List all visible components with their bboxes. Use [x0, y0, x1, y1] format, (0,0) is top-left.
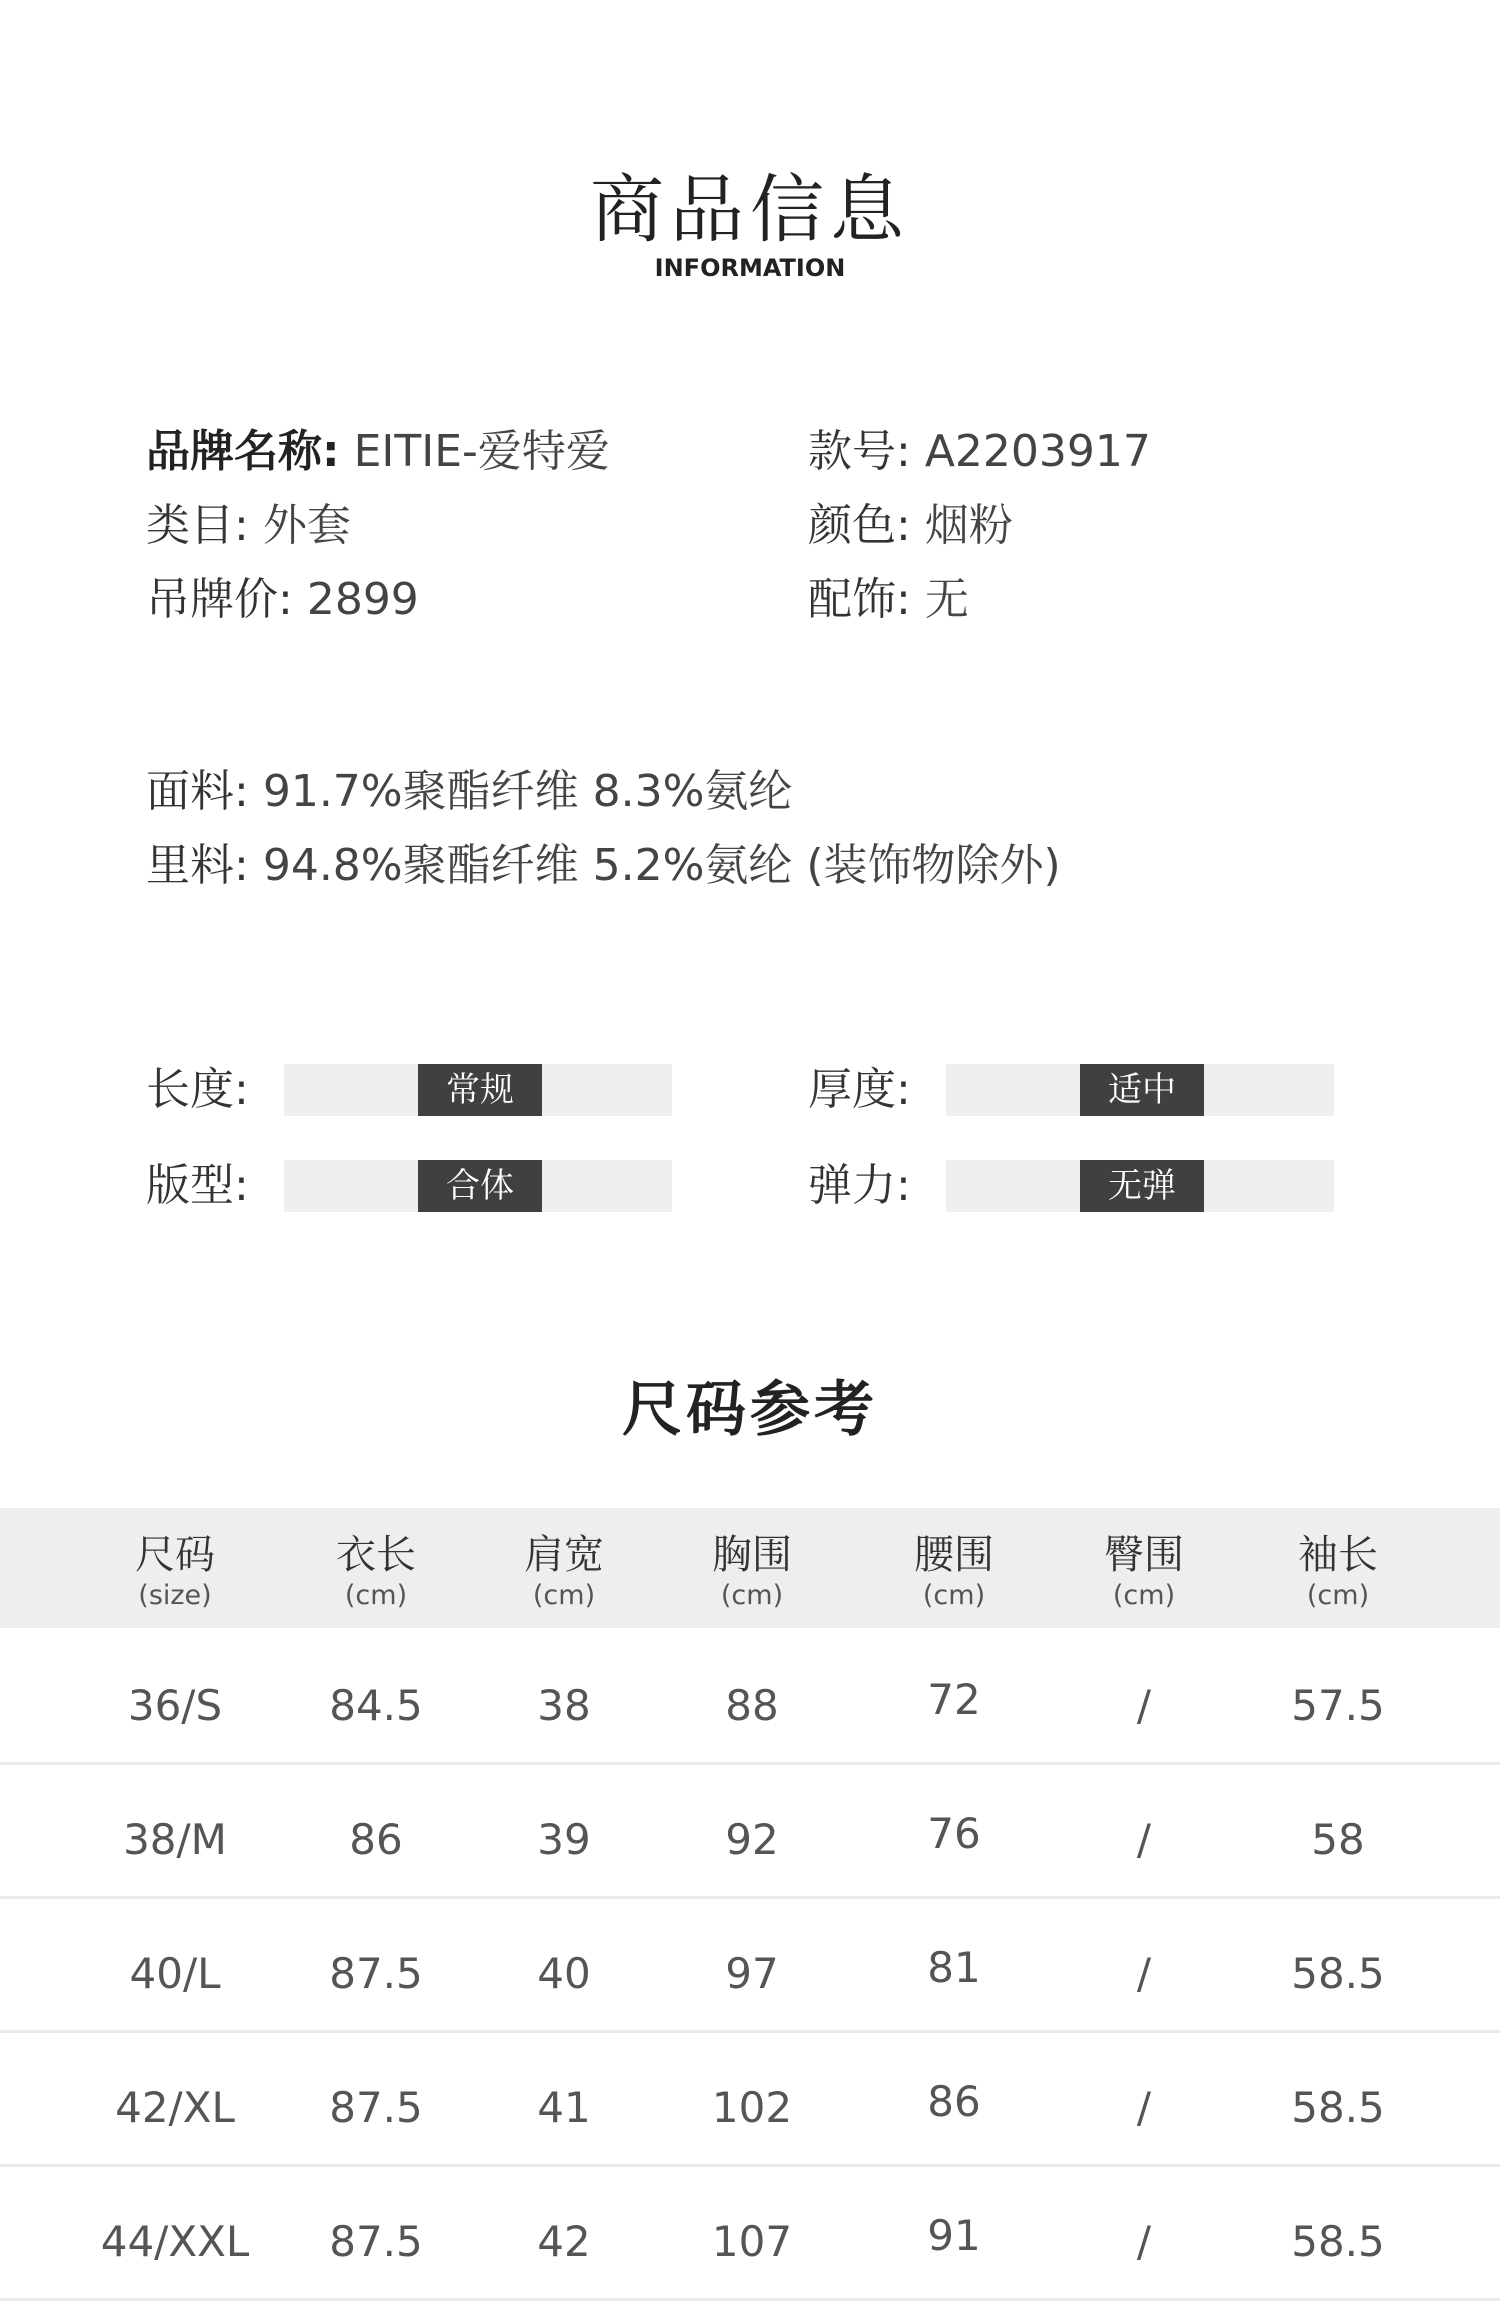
category-row: [146, 496, 351, 556]
stretch-chip: 无弹: [1080, 1160, 1204, 1212]
cell-shoulder: 40: [537, 1949, 591, 1998]
column-header-unit: (cm): [1112, 1580, 1176, 1611]
category-label: 类目:: [146, 500, 249, 551]
cell-bust: 102: [711, 2083, 793, 2132]
cell-shoulder: 41: [537, 2083, 591, 2132]
brand-row: [146, 422, 610, 482]
cell-shoulder: 39: [537, 1815, 591, 1864]
column-header-label: 袖长: [1298, 1532, 1378, 1578]
cell-length: 87.5: [329, 2083, 423, 2132]
cell-size: 40/L: [129, 1949, 221, 1998]
price-value: 2899: [306, 574, 419, 625]
column-header-unit: (cm): [532, 1580, 596, 1611]
cell-hip: /: [1136, 1815, 1152, 1864]
column-header-size: [95, 1530, 255, 1612]
column-header-unit: (size): [138, 1580, 212, 1611]
cell-hip: /: [1136, 2217, 1152, 2266]
accessory-label: 配饰:: [808, 574, 911, 625]
cell-sleeve: 58.5: [1291, 2217, 1385, 2266]
cell-size: 44/XXL: [100, 2217, 250, 2266]
brand-value: EITIE-爱特爱: [353, 426, 610, 477]
cell-waist: 81: [927, 1943, 981, 1992]
stretch-bar: [946, 1160, 1334, 1212]
cell-sleeve: 58: [1311, 1815, 1365, 1864]
cell-hip: /: [1136, 2083, 1152, 2132]
cell-bust: 97: [725, 1949, 779, 1998]
accessory-value: 无: [924, 574, 969, 625]
category-value: 外套: [262, 500, 351, 551]
column-header-label: 尺码: [135, 1532, 215, 1578]
row-divider: [0, 2164, 1500, 2167]
fabric-value: 91.7%聚酯纤维 8.3%氨纶: [262, 766, 793, 817]
fit-label: 版型:: [146, 1160, 249, 1211]
cell-bust: 88: [725, 1681, 779, 1730]
column-header-label: 胸围: [712, 1532, 792, 1578]
cell-bust: 107: [711, 2217, 793, 2266]
lining-row: [146, 836, 1061, 896]
row-divider: [0, 1762, 1500, 1765]
cell-sleeve: 57.5: [1291, 1681, 1385, 1730]
column-header-unit: (cm): [922, 1580, 986, 1611]
color-value: 烟粉: [924, 500, 1013, 551]
cell-size: 38/M: [123, 1815, 227, 1864]
length-chip: 常规: [418, 1064, 542, 1116]
cell-waist: 91: [927, 2211, 981, 2260]
column-header-unit: (cm): [720, 1580, 784, 1611]
fit-bar: [284, 1160, 672, 1212]
column-header-waist: [874, 1530, 1034, 1612]
cell-length: 86: [349, 1815, 403, 1864]
cell-waist: 76: [927, 1809, 981, 1858]
style-number-row: [808, 422, 1151, 482]
length-bar: [284, 1064, 672, 1116]
column-header-shoulder: [484, 1530, 644, 1612]
style-number-value: A2203917: [924, 426, 1151, 477]
cell-shoulder: 42: [537, 2217, 591, 2266]
column-header-unit: (cm): [344, 1580, 408, 1611]
cell-size: 36/S: [127, 1681, 223, 1730]
cell-bust: 92: [725, 1815, 779, 1864]
lining-value: 94.8%聚酯纤维 5.2%氨纶 (装饰物除外): [262, 840, 1061, 891]
stretch-label: 弹力:: [808, 1160, 911, 1211]
brand-label: 品牌名称:: [146, 426, 340, 477]
accessory-row: [808, 570, 969, 630]
column-header-hip: [1064, 1530, 1224, 1612]
price-label: 吊牌价:: [146, 574, 293, 625]
cell-waist: 86: [927, 2077, 981, 2126]
size-chart-title: 尺码参考: [622, 1375, 878, 1445]
cell-size: 42/XL: [115, 2083, 235, 2132]
thickness-chip: 适中: [1080, 1064, 1204, 1116]
cell-hip: /: [1136, 1949, 1152, 1998]
fabric-label: 面料:: [146, 766, 249, 817]
column-header-label: 腰围: [914, 1532, 994, 1578]
thickness-label: 厚度:: [808, 1064, 911, 1115]
length-label: 长度:: [146, 1064, 249, 1115]
cell-sleeve: 58.5: [1291, 1949, 1385, 1998]
column-header-label: 臀围: [1104, 1532, 1184, 1578]
cell-length: 84.5: [329, 1681, 423, 1730]
column-header-sleeve: [1258, 1530, 1418, 1612]
lining-label: 里料:: [146, 840, 249, 891]
column-header-label: 肩宽: [524, 1532, 604, 1578]
cell-hip: /: [1136, 1681, 1152, 1730]
row-divider: [0, 2298, 1500, 2301]
cell-length: 87.5: [329, 1949, 423, 1998]
page-subtitle: INFORMATION: [654, 254, 846, 282]
style-number-label: 款号:: [808, 426, 911, 477]
fit-chip: 合体: [418, 1160, 542, 1212]
cell-length: 87.5: [329, 2217, 423, 2266]
row-divider: [0, 1896, 1500, 1899]
page-title: 商品信息: [590, 167, 910, 253]
column-header-bust: [672, 1530, 832, 1612]
thickness-bar: [946, 1064, 1334, 1116]
column-header-label: 衣长: [336, 1532, 416, 1578]
column-header-unit: (cm): [1306, 1580, 1370, 1611]
color-row: [808, 496, 1013, 556]
color-label: 颜色:: [808, 500, 911, 551]
price-row: [146, 570, 419, 630]
fabric-row: [146, 762, 792, 822]
row-divider: [0, 2030, 1500, 2033]
cell-waist: 72: [927, 1675, 981, 1724]
cell-shoulder: 38: [537, 1681, 591, 1730]
column-header-length: [296, 1530, 456, 1612]
cell-sleeve: 58.5: [1291, 2083, 1385, 2132]
